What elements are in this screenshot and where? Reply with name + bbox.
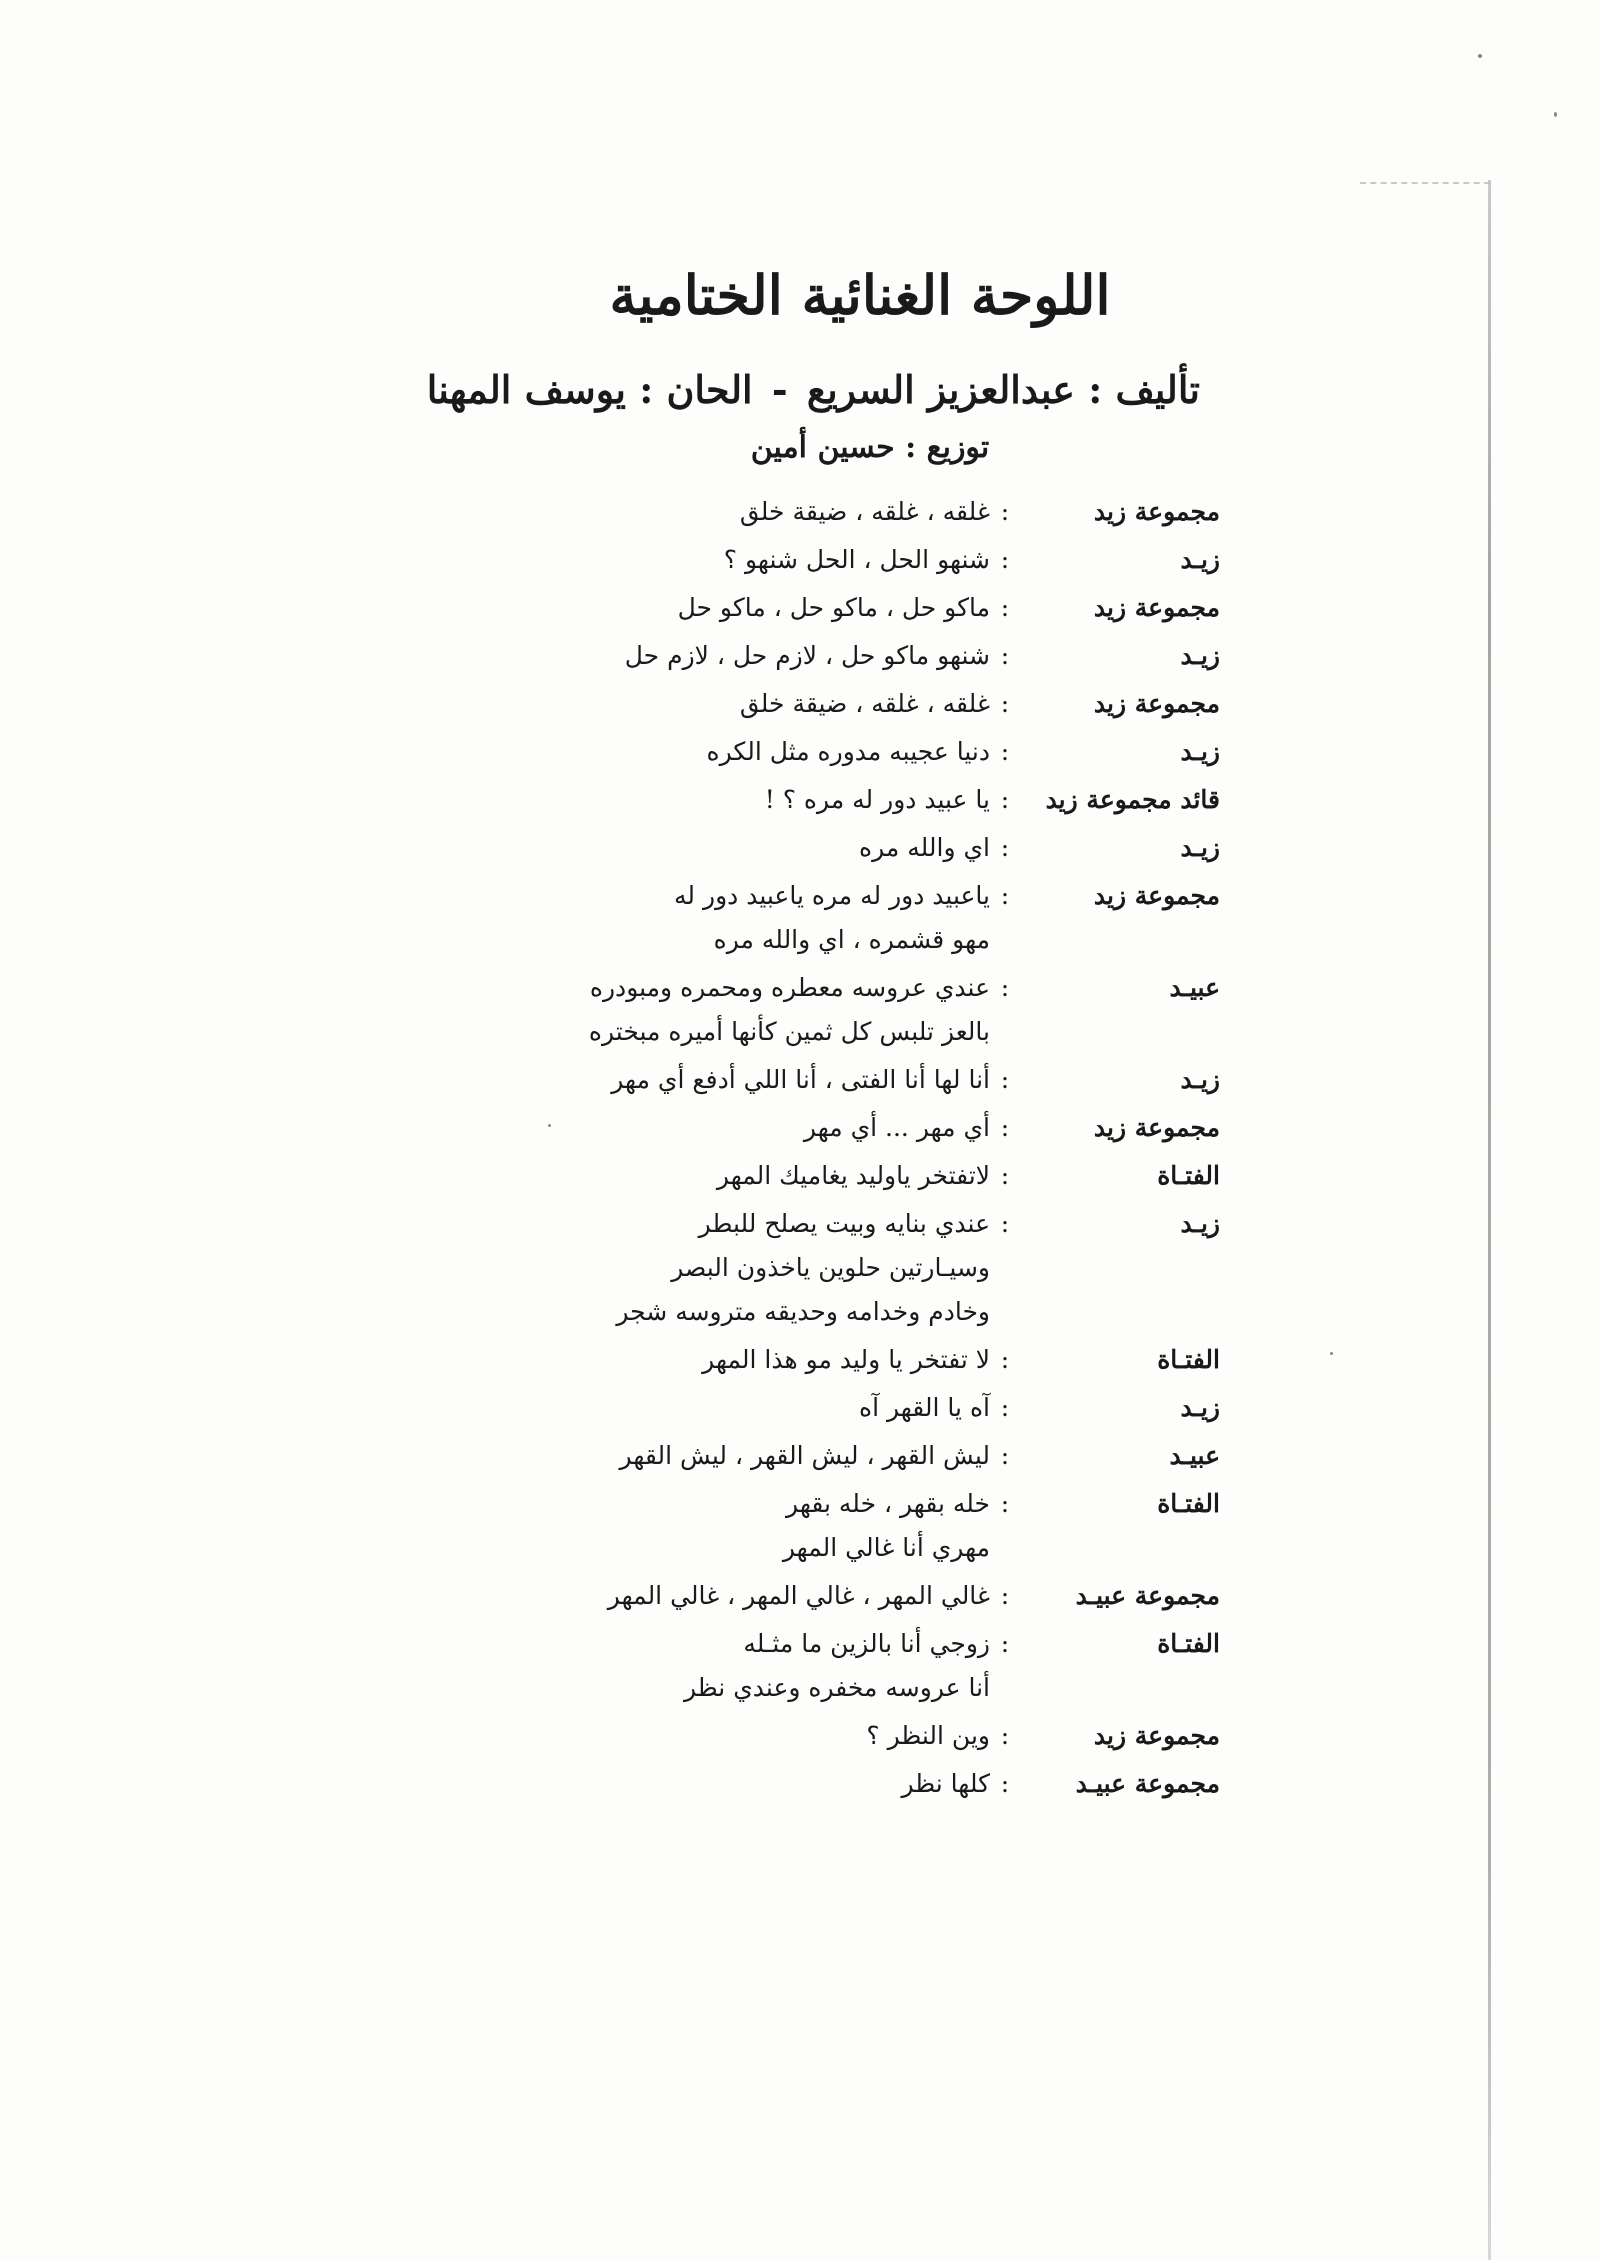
speaker-colon: : — [1000, 641, 1010, 670]
credits-separator: - — [771, 367, 788, 412]
lyric-line: غلقه ، غلقه ، ضيقة خلق — [739, 689, 990, 718]
lyric-lines — [520, 1574, 990, 1618]
credits-line — [426, 362, 1200, 418]
speaker-colon: : — [1000, 1581, 1010, 1610]
script-row — [520, 874, 1220, 962]
speaker-colon: : — [1000, 1345, 1010, 1374]
speaker-colon: : — [1000, 973, 1010, 1002]
speaker-name: مجموعة زيد — [1093, 1721, 1220, 1750]
speaker-colon: : — [1000, 1113, 1010, 1142]
lyric-line: عندي بنايه وبيت يصلح للبطر — [698, 1209, 990, 1238]
scan-edge-line — [1488, 180, 1491, 2260]
script-row — [520, 634, 1220, 678]
author-name: عبدالعزيز السريع — [806, 367, 1075, 412]
speaker-name: زيـد — [1180, 1393, 1220, 1422]
lyric-line: خله بقهر ، خله بقهر — [786, 1489, 990, 1518]
script-row — [520, 1714, 1220, 1758]
lyric-lines — [520, 1622, 990, 1710]
lyric-line: بالعز تلبس كل ثمين كأنها أميره مبختره — [588, 1017, 990, 1046]
lyric-line: شنهو ماكو حل ، لازم حل ، لازم حل — [624, 641, 990, 670]
lyrics-script — [520, 490, 1220, 1806]
script-row — [520, 586, 1220, 630]
lyric-line: عندي عروسه معطره ومحمره ومبودره — [589, 973, 990, 1002]
lyric-lines — [520, 1482, 990, 1570]
lyric-lines — [520, 1106, 990, 1150]
lyric-line: أنا لها أنا الفتى ، أنا اللي أدفع أي مهر — [611, 1065, 990, 1094]
script-row — [520, 1154, 1220, 1198]
speaker-name: الفتـاة — [1157, 1629, 1220, 1658]
speaker-name: قائد مجموعة زيد — [1045, 785, 1220, 814]
author-label: تأليف : — [1088, 367, 1200, 412]
lyric-lines — [520, 538, 990, 582]
script-row — [520, 826, 1220, 870]
speaker-colon: : — [1000, 1393, 1010, 1422]
lyric-line: غالي المهر ، غالي المهر ، غالي المهر — [607, 1581, 990, 1610]
scan-speck — [1330, 1352, 1333, 1355]
script-row — [520, 1058, 1220, 1102]
lyric-line: اي والله مره — [858, 833, 990, 862]
speaker-name: زيـد — [1180, 1209, 1220, 1238]
lyric-lines — [520, 966, 990, 1054]
script-row — [520, 1386, 1220, 1430]
speaker-name: مجموعة عبيـد — [1075, 1769, 1220, 1798]
distribution-line — [700, 424, 1040, 472]
speaker-name: عبيـد — [1169, 973, 1220, 1002]
lyric-line: لاتفتخر ياوليد يغاميك المهر — [716, 1161, 990, 1190]
lyric-line: ماكو حل ، ماكو حل ، ماكو حل — [677, 593, 990, 622]
speaker-name: مجموعة زيد — [1093, 593, 1220, 622]
lyric-line: آه يا القهر آه — [858, 1393, 990, 1422]
speaker-colon: : — [1000, 1489, 1010, 1518]
lyric-line: لا تفتخر يا وليد مو هذا المهر — [702, 1345, 990, 1374]
speaker-colon: : — [1000, 1629, 1010, 1658]
speaker-colon: : — [1000, 545, 1010, 574]
lyric-line: كلها نظر — [901, 1769, 990, 1798]
lyric-lines — [520, 586, 990, 630]
lyric-lines — [520, 682, 990, 726]
speaker-colon: : — [1000, 497, 1010, 526]
lyric-lines — [520, 778, 990, 822]
script-row — [520, 1202, 1220, 1334]
script-row — [520, 730, 1220, 774]
speaker-name: مجموعة زيد — [1093, 497, 1220, 526]
lyric-line: دنيا عجيبه مدوره مثل الكره — [706, 737, 990, 766]
lyric-line: وسيـارتين حلوين ياخذون البصر — [671, 1253, 990, 1282]
lyric-lines — [520, 826, 990, 870]
script-row — [520, 490, 1220, 534]
speaker-name: مجموعة زيد — [1093, 881, 1220, 910]
composer-name: يوسف المهنا — [426, 367, 626, 412]
composer-label: الحان : — [639, 367, 753, 412]
lyric-lines — [520, 1434, 990, 1478]
speaker-name: الفتـاة — [1157, 1489, 1220, 1518]
script-row — [520, 1622, 1220, 1710]
speaker-name: عبيـد — [1169, 1441, 1220, 1470]
speaker-colon: : — [1000, 1065, 1010, 1094]
speaker-name: الفتـاة — [1157, 1345, 1220, 1374]
lyric-line: مهو قشمره ، اي والله مره — [713, 925, 990, 954]
scan-speck — [1478, 54, 1482, 58]
speaker-colon: : — [1000, 689, 1010, 718]
lyric-line: وخادم وخدامه وحديقه متروسه شجر — [616, 1297, 990, 1326]
speaker-name: الفتـاة — [1157, 1161, 1220, 1190]
lyric-lines — [520, 1714, 990, 1758]
speaker-colon: : — [1000, 1161, 1010, 1190]
script-row — [520, 778, 1220, 822]
script-row — [520, 1574, 1220, 1618]
speaker-colon: : — [1000, 785, 1010, 814]
distribution-label: توزيع : — [905, 430, 990, 465]
lyric-lines — [520, 1386, 990, 1430]
speaker-name: مجموعة زيد — [1093, 1113, 1220, 1142]
script-row — [520, 682, 1220, 726]
lyric-line: غلقه ، غلقه ، ضيقة خلق — [739, 497, 990, 526]
script-row — [520, 1338, 1220, 1382]
speaker-colon: : — [1000, 881, 1010, 910]
lyric-lines — [520, 874, 990, 962]
lyric-lines — [520, 1338, 990, 1382]
script-row — [520, 1482, 1220, 1570]
speaker-colon: : — [1000, 1209, 1010, 1238]
scan-edge-dash — [1360, 182, 1490, 184]
lyric-line: ياعبيد دور له مره ياعبيد دور له — [674, 881, 990, 910]
speaker-colon: : — [1000, 593, 1010, 622]
lyric-line: أنا عروسه مخفره وعندي نظر — [684, 1673, 990, 1702]
document-title: اللوحة الغنائية الختامية — [609, 263, 1111, 327]
lyric-line: زوجي أنا بالزين ما مثـله — [743, 1629, 990, 1658]
script-row — [520, 538, 1220, 582]
lyric-lines — [520, 1202, 990, 1334]
speaker-colon: : — [1000, 833, 1010, 862]
distribution-name: حسين أمين — [750, 430, 895, 465]
speaker-name: زيـد — [1180, 833, 1220, 862]
speaker-name: زيـد — [1180, 1065, 1220, 1094]
script-row — [520, 1434, 1220, 1478]
lyric-line: يا عبيد دور له مره ؟ ! — [764, 785, 990, 814]
speaker-name: زيـد — [1180, 641, 1220, 670]
script-row — [520, 1106, 1220, 1150]
scan-speck — [1554, 112, 1557, 117]
lyric-lines — [520, 1762, 990, 1806]
speaker-colon: : — [1000, 1769, 1010, 1798]
speaker-name: زيـد — [1180, 737, 1220, 766]
speaker-name: مجموعة عبيـد — [1075, 1581, 1220, 1610]
script-row — [520, 966, 1220, 1054]
speaker-name: زيـد — [1180, 545, 1220, 574]
lyric-lines — [520, 490, 990, 534]
script-row — [520, 1762, 1220, 1806]
lyric-lines — [520, 1058, 990, 1102]
lyric-line: ليش القهر ، ليش القهر ، ليش القهر — [619, 1441, 990, 1470]
lyric-line: وين النظر ؟ — [866, 1721, 990, 1750]
speaker-name: مجموعة زيد — [1093, 689, 1220, 718]
speaker-colon: : — [1000, 1721, 1010, 1750]
lyric-line: شنهو الحل ، الحل شنهو ؟ — [723, 545, 990, 574]
speaker-colon: : — [1000, 1441, 1010, 1470]
lyric-line: مهري أنا غالي المهر — [782, 1533, 990, 1562]
speaker-colon: : — [1000, 737, 1010, 766]
lyric-lines — [520, 730, 990, 774]
lyric-lines — [520, 634, 990, 678]
lyric-line: أي مهر ... أي مهر — [803, 1113, 990, 1142]
lyric-lines — [520, 1154, 990, 1198]
